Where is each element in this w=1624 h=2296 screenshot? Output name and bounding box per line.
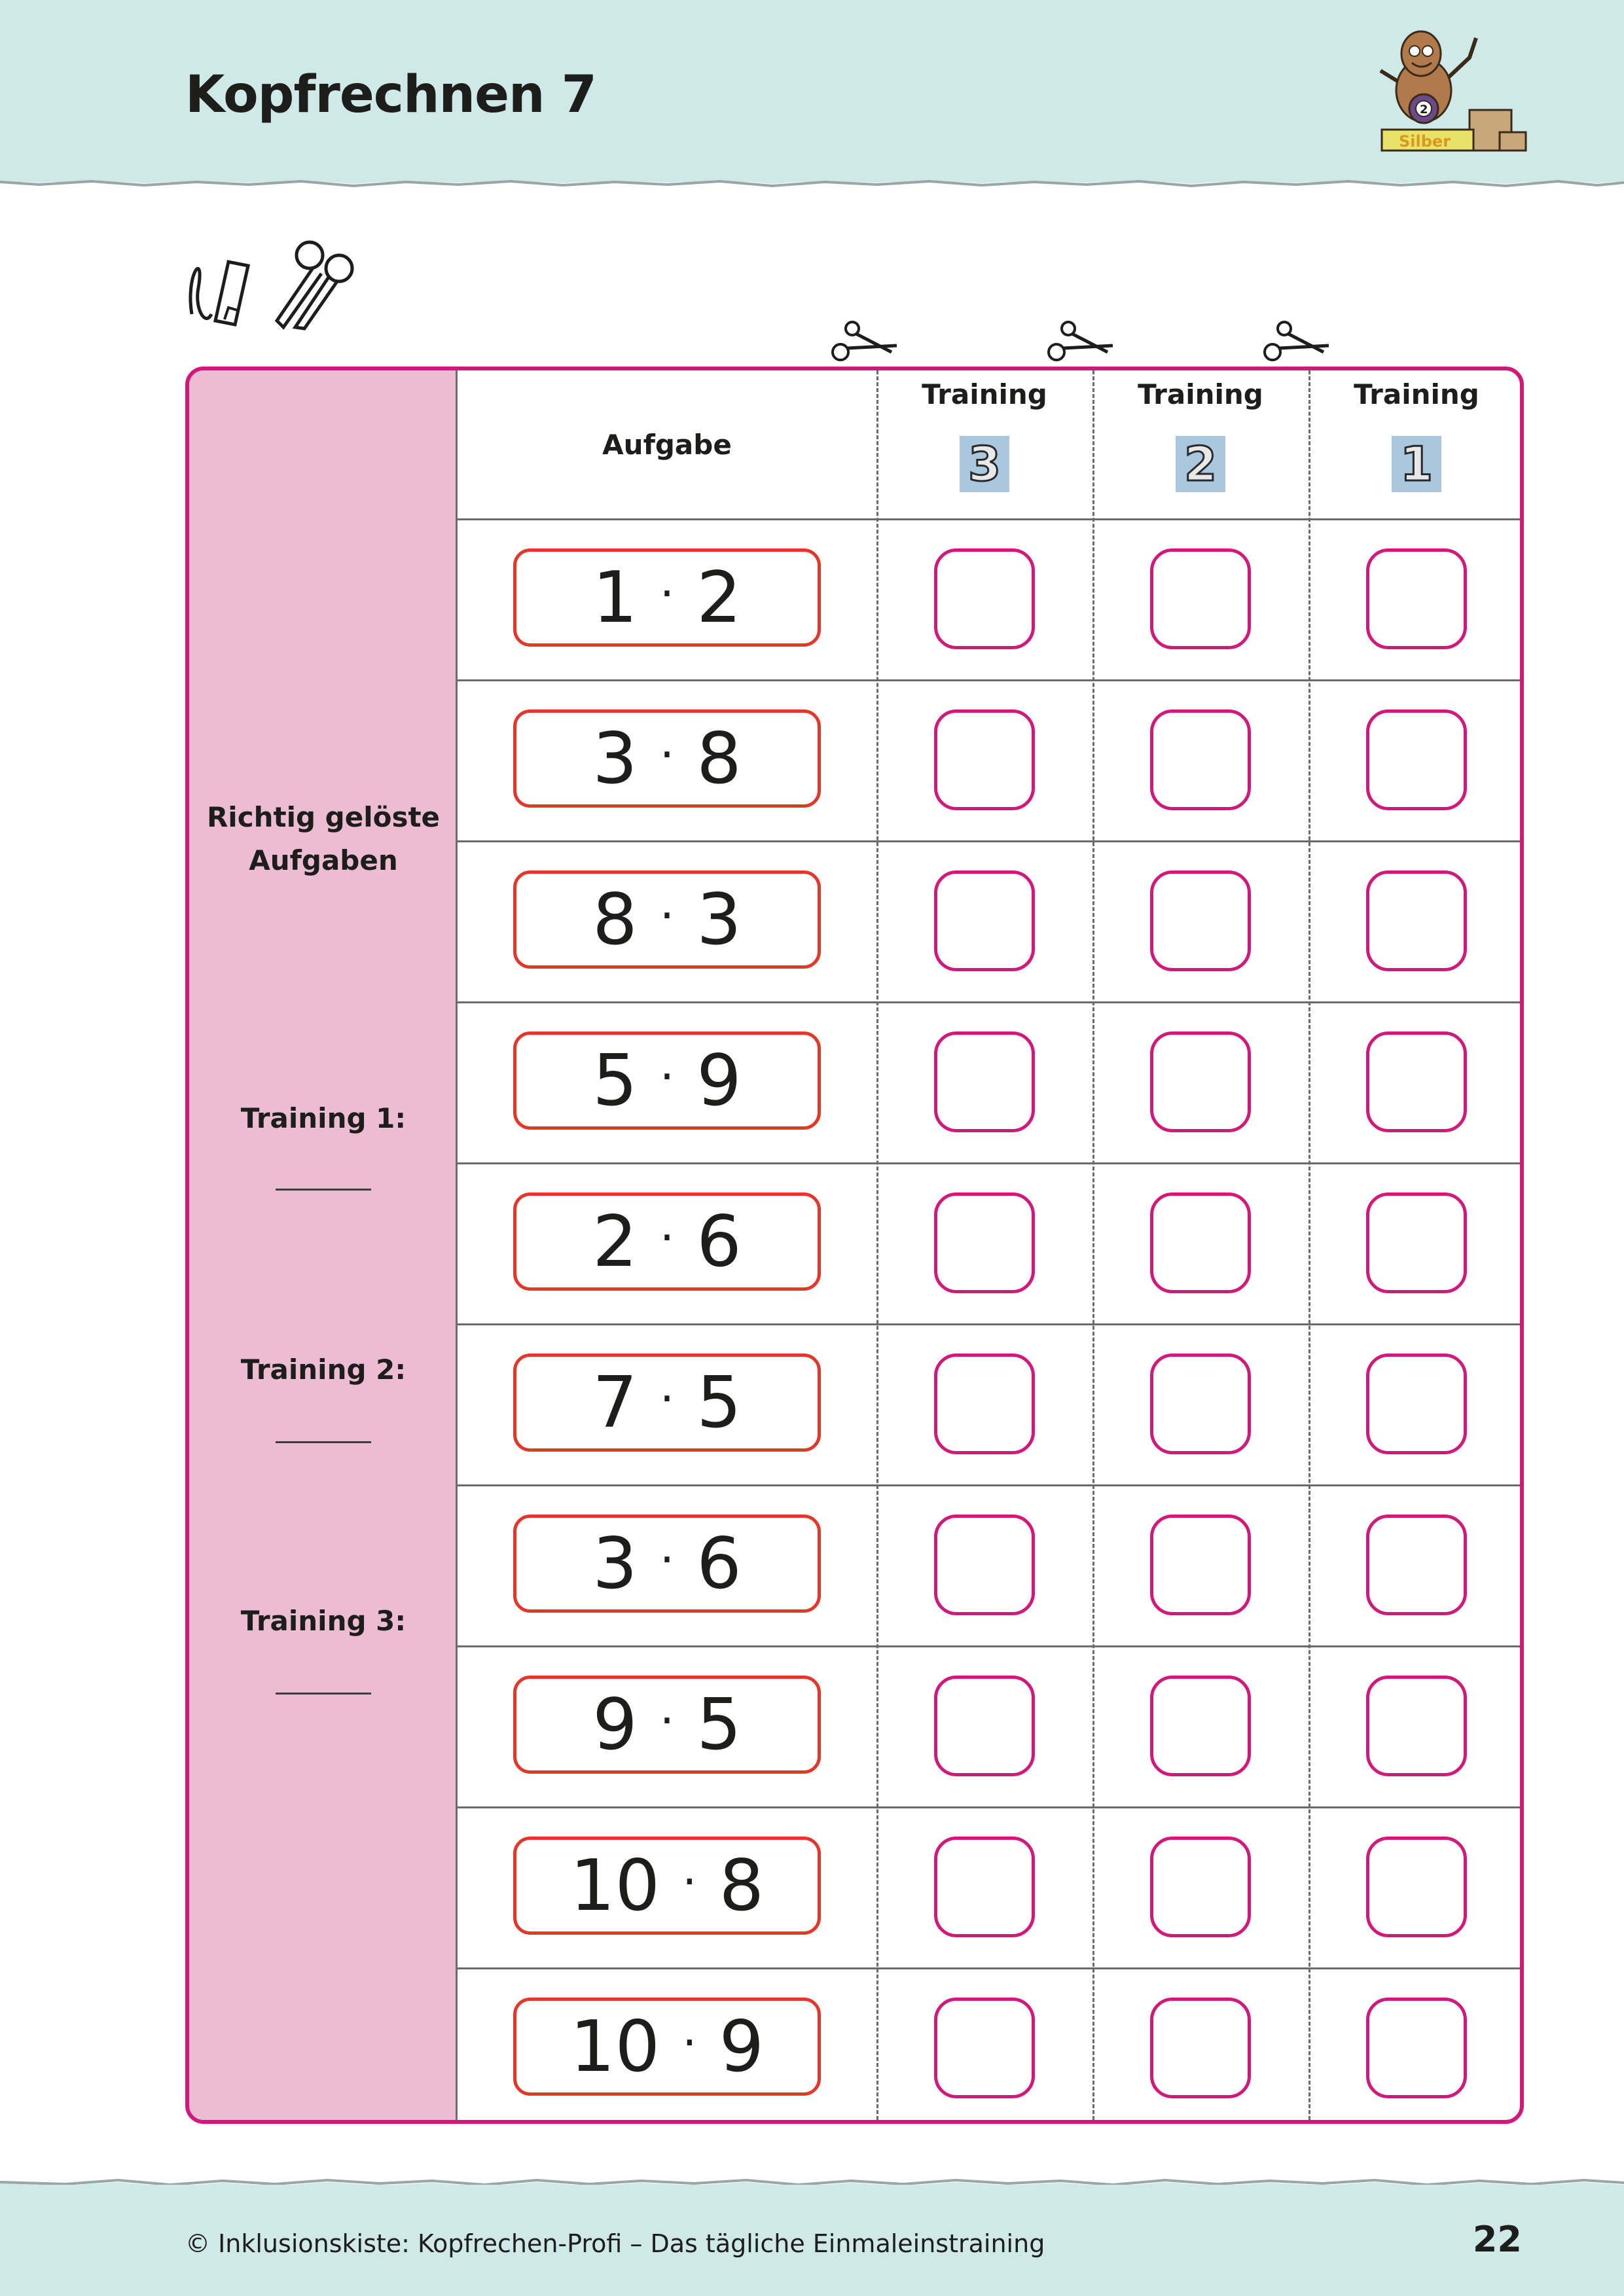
torn-edge-top [0, 174, 1624, 188]
task-factor-a: 7 [592, 1361, 638, 1444]
task-factor-a: 8 [592, 878, 638, 961]
answer-box-training-3[interactable] [934, 1354, 1035, 1454]
worksheet-table [185, 367, 1524, 2124]
answer-box-training-3[interactable] [934, 1837, 1035, 1937]
training-header-1 [1308, 370, 1524, 518]
task-row [458, 1484, 1520, 1645]
answer-box-training-3[interactable] [934, 1031, 1035, 1132]
answer-box-training-1[interactable] [1366, 1515, 1467, 1615]
scissors-icon [1258, 319, 1330, 365]
answer-box-training-3[interactable] [934, 1193, 1035, 1293]
answer-box-training-1[interactable] [1366, 548, 1467, 649]
training-header-label: Training [1138, 378, 1263, 410]
task-factor-a: 3 [592, 1522, 638, 1605]
task-row [458, 840, 1520, 1001]
sidebar-heading-line2: Aufgaben [249, 844, 398, 876]
multiply-operator: · [659, 567, 675, 620]
score-field-training-1[interactable] [276, 1189, 371, 1191]
answer-box-training-3[interactable] [934, 548, 1035, 649]
task-box [513, 1998, 821, 2096]
task-box [513, 1193, 821, 1291]
scissors-icon [1042, 319, 1114, 365]
task-row [458, 1162, 1520, 1323]
answer-box-training-1[interactable] [1366, 870, 1467, 971]
answer-box-training-2[interactable] [1150, 1676, 1251, 1776]
answer-box-training-2[interactable] [1150, 1193, 1251, 1293]
score-field-training-2[interactable] [276, 1441, 371, 1443]
page-title: Kopfrechnen 7 [185, 65, 596, 124]
task-box [513, 1837, 821, 1935]
multiply-operator: · [659, 1694, 675, 1748]
score-label-training-1: Training 1: [240, 1102, 406, 1134]
answer-box-training-1[interactable] [1366, 1193, 1467, 1293]
answer-box-training-3[interactable] [934, 709, 1035, 810]
task-factor-b: 6 [696, 1522, 742, 1605]
score-label-training-2: Training 2: [240, 1354, 406, 1386]
answer-box-training-3[interactable] [934, 1676, 1035, 1776]
task-box [513, 709, 821, 808]
multiply-operator: · [659, 1050, 675, 1103]
aufgabe-header: Aufgabe [602, 428, 732, 461]
training-header-label: Training [1354, 378, 1479, 410]
answer-box-training-3[interactable] [934, 1998, 1035, 2098]
task-factor-a: 10 [569, 1844, 660, 1927]
task-factor-b: 8 [719, 1844, 765, 1927]
tools-icons [185, 236, 362, 334]
multiply-operator: · [682, 1855, 697, 1909]
answer-box-training-1[interactable] [1366, 709, 1467, 810]
task-factor-b: 9 [696, 1039, 742, 1122]
task-box [513, 1354, 821, 1452]
task-box [513, 548, 821, 647]
training-header-2 [1092, 370, 1308, 518]
task-row [458, 1806, 1520, 1967]
task-factor-a: 3 [592, 717, 638, 800]
pencil-icon [190, 262, 248, 325]
multiply-operator: · [682, 2016, 697, 2070]
task-box [513, 1515, 821, 1613]
task-row [458, 1323, 1520, 1484]
training-number-badge: 3 [960, 436, 1009, 492]
multiply-operator: · [659, 728, 675, 781]
training-number-badge: 1 [1392, 436, 1441, 492]
task-factor-a: 10 [569, 2005, 660, 2088]
task-row [458, 1645, 1520, 1806]
score-sidebar [189, 370, 458, 2120]
multiply-operator: · [659, 1372, 675, 1426]
task-factor-b: 5 [696, 1683, 742, 1766]
score-label-training-3: Training 3: [240, 1605, 406, 1637]
answer-box-training-1[interactable] [1366, 1998, 1467, 2098]
task-factor-b: 9 [719, 2005, 765, 2088]
answer-box-training-1[interactable] [1366, 1354, 1467, 1454]
task-row [458, 518, 1520, 679]
mascot-illustration [1371, 25, 1528, 162]
answer-box-training-2[interactable] [1150, 1837, 1251, 1937]
task-row [458, 1001, 1520, 1162]
task-factor-a: 9 [592, 1683, 638, 1766]
task-row [458, 1967, 1520, 2124]
answer-box-training-2[interactable] [1150, 1031, 1251, 1132]
training-number-badge: 2 [1176, 436, 1225, 492]
answer-box-training-2[interactable] [1150, 1998, 1251, 2098]
task-row [458, 679, 1520, 840]
task-box [513, 870, 821, 969]
task-box [513, 1676, 821, 1774]
task-factor-a: 5 [592, 1039, 638, 1122]
task-box [513, 1031, 821, 1130]
training-header-3 [876, 370, 1092, 518]
answer-box-training-2[interactable] [1150, 1515, 1251, 1615]
page-number: 22 [1472, 2219, 1522, 2260]
score-field-training-3[interactable] [276, 1693, 371, 1695]
answer-box-training-2[interactable] [1150, 870, 1251, 971]
task-factor-b: 3 [696, 878, 742, 961]
task-factor-a: 1 [592, 556, 638, 639]
multiply-operator: · [659, 889, 675, 942]
answer-box-training-3[interactable] [934, 870, 1035, 971]
answer-box-training-2[interactable] [1150, 548, 1251, 649]
answer-box-training-3[interactable] [934, 1515, 1035, 1615]
answer-box-training-2[interactable] [1150, 709, 1251, 810]
mascot-badge: 2 [1420, 103, 1428, 117]
task-factor-b: 2 [696, 556, 742, 639]
task-factor-a: 2 [592, 1200, 638, 1283]
sidebar-heading-line1: Richtig gelöste [206, 801, 441, 833]
task-factor-b: 8 [696, 717, 742, 800]
answer-box-training-1[interactable] [1366, 1031, 1467, 1132]
answer-box-training-2[interactable] [1150, 1354, 1251, 1454]
copyright-footer: © Inklusionskiste: Kopfrechen-Profi – Das tägliche Einmaleinstraining [185, 2229, 1045, 2258]
answer-box-training-1[interactable] [1366, 1676, 1467, 1776]
scissors-icon [826, 319, 898, 365]
answer-box-training-1[interactable] [1366, 1837, 1467, 1937]
task-factor-b: 6 [696, 1200, 742, 1283]
task-factor-b: 5 [696, 1361, 742, 1444]
multiply-operator: · [659, 1533, 675, 1587]
multiply-operator: · [659, 1211, 675, 1265]
training-header-label: Training [922, 378, 1047, 410]
mascot-label: Silber [1399, 132, 1451, 151]
scissors-icon [277, 242, 352, 329]
task-grid [458, 370, 1520, 2120]
